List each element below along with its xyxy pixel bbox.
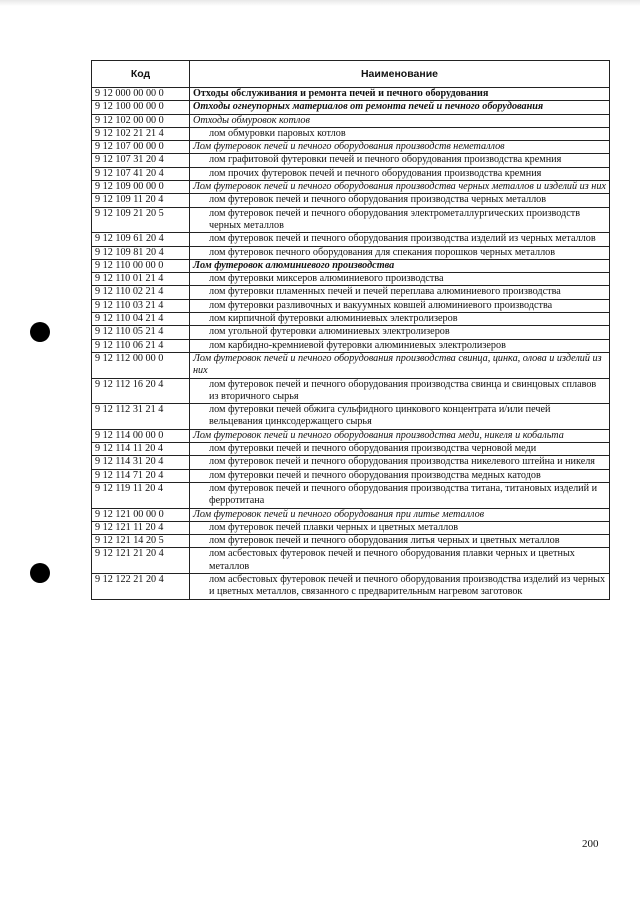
table-row: [92, 299, 610, 312]
row-name: [190, 273, 610, 286]
row-name-text: лом асбестовых футеровок печей и печного оборудования плавки черных и цветных металлов: [209, 548, 575, 572]
row-name: [190, 207, 610, 233]
row-code: 9 12 121 00 00 0: [92, 508, 190, 521]
row-name-text: лом прочих футеровок печей и печного оборудования производства кремния: [209, 167, 542, 179]
row-code: 9 12 121 14 20 5: [92, 535, 190, 548]
table-row: [92, 339, 610, 352]
row-code: 9 12 102 00 00 0: [92, 114, 190, 127]
row-name: [190, 313, 610, 326]
table-row: [92, 313, 610, 326]
row-name-text: лом асбестовых футеровок печей и печного оборудования производства изделий из черных и цветных металлов, связанного с предварительным нагревом заготовок: [209, 573, 606, 598]
table-row: [92, 194, 610, 207]
row-name-text: лом футеровки печей и печного оборудования производства черновой меди: [209, 443, 537, 455]
row-code: 9 12 109 21 20 5: [92, 207, 190, 233]
row-code: 9 12 112 16 20 4: [92, 378, 190, 404]
row-name-text: лом обмуровки паровых котлов: [209, 127, 346, 139]
punch-hole: [30, 322, 50, 342]
row-name: Лом футеровок печей и печного оборудования при литье металлов: [190, 508, 610, 521]
table-row: [92, 181, 610, 194]
row-code: 9 12 100 00 00 0: [92, 101, 190, 114]
row-name: [190, 299, 610, 312]
row-code: 9 12 110 06 21 4: [92, 339, 190, 352]
row-name-text: лом угольной футеровки алюминиевых электролизеров: [209, 326, 450, 338]
row-code: 9 12 102 21 21 4: [92, 127, 190, 140]
row-code: 9 12 114 71 20 4: [92, 469, 190, 482]
row-name: [190, 573, 610, 599]
row-name-text: лом футеровок печей и печного оборудования литья черных и цветных металлов: [209, 535, 560, 547]
row-name: [190, 194, 610, 207]
row-code: 9 12 122 21 20 4: [92, 573, 190, 599]
row-name: Отходы обмуровок котлов: [190, 114, 610, 127]
table-row: [92, 141, 610, 154]
waste-classification-table: [91, 60, 610, 600]
row-code: 9 12 000 00 00 0: [92, 88, 190, 101]
row-name: Отходы обслуживания и ремонта печей и печного оборудования: [190, 88, 610, 101]
row-name-text: лом графитовой футеровки печей и печного оборудования производства кремния: [209, 154, 562, 166]
row-name: Лом футеровок печей и печного оборудования производства свинца, цинка, олова и изделий из них: [190, 352, 610, 378]
table-row: [92, 352, 610, 378]
row-name: [190, 443, 610, 456]
row-code: 9 12 121 21 20 4: [92, 548, 190, 574]
row-code: 9 12 107 41 20 4: [92, 167, 190, 180]
row-name: Лом футеровок печей и печного оборудования производств неметаллов: [190, 141, 610, 154]
page-number: 200: [582, 838, 599, 850]
name-column-header: Наименование: [190, 61, 610, 88]
row-name: Лом футеровок алюминиевого производства: [190, 259, 610, 272]
table-row: [92, 508, 610, 521]
table-row: [92, 154, 610, 167]
row-name: [190, 404, 610, 430]
table-row: [92, 456, 610, 469]
row-name: Лом футеровок печей и печного оборудования производства меди, никеля и кобальта: [190, 429, 610, 442]
row-code: 9 12 112 00 00 0: [92, 352, 190, 378]
row-name-text: лом футеровок печного оборудования для спекания порошков черных металлов: [209, 246, 556, 258]
row-code: 9 12 110 04 21 4: [92, 313, 190, 326]
row-name-text: лом футеровки печей обжига сульфидного цинкового концентрата и/или печей вельцевания цинксодержащего сырья: [209, 404, 551, 428]
row-name-text: лом футеровок печей плавки черных и цветных металлов: [209, 521, 459, 533]
row-name-text: лом футеровок печей и печного оборудования производства никелевого штейна и никеля: [209, 456, 595, 468]
row-code: 9 12 112 31 21 4: [92, 404, 190, 430]
row-name: [190, 127, 610, 140]
row-name: [190, 167, 610, 180]
scan-edge: [0, 0, 640, 6]
row-name: Лом футеровок печей и печного оборудования производства черных металлов и изделий из них: [190, 181, 610, 194]
row-name: [190, 286, 610, 299]
row-code: 9 12 110 01 21 4: [92, 273, 190, 286]
table-row: [92, 443, 610, 456]
table-row: [92, 573, 610, 599]
table-row: [92, 167, 610, 180]
row-code: 9 12 110 05 21 4: [92, 326, 190, 339]
row-name: [190, 154, 610, 167]
code-column-header: Код: [92, 61, 190, 88]
row-name: [190, 521, 610, 534]
table-row: [92, 207, 610, 233]
table-row: [92, 114, 610, 127]
table-row: [92, 259, 610, 272]
table-row: [92, 233, 610, 246]
row-name: Отходы огнеупорных материалов от ремонта печей и печного оборудования: [190, 101, 610, 114]
row-code: 9 12 114 11 20 4: [92, 443, 190, 456]
punch-hole: [30, 563, 50, 583]
table-body: [92, 88, 610, 600]
table-row: [92, 404, 610, 430]
row-name-text: лом футеровок печей и печного оборудования электрометаллургических производств черных металлов: [209, 207, 581, 231]
row-code: 9 12 109 81 20 4: [92, 246, 190, 259]
row-name-text: лом футеровки печей и печного оборудования производства медных катодов: [209, 469, 541, 481]
table-header-row: [92, 61, 610, 88]
row-name-text: лом футеровок печей и печного оборудования производства свинца и свинцовых сплавов из вторичного сырья: [209, 378, 597, 402]
row-name: [190, 535, 610, 548]
row-name-text: лом футеровок печей и печного оборудования производства изделий из черных металлов: [209, 233, 596, 245]
row-name: [190, 482, 610, 508]
table-row: [92, 101, 610, 114]
row-code: 9 12 110 02 21 4: [92, 286, 190, 299]
row-code: 9 12 114 00 00 0: [92, 429, 190, 442]
row-name: [190, 246, 610, 259]
row-name-text: лом футеровки пламенных печей и печей переплава алюминиевого производства: [209, 286, 561, 298]
row-name: [190, 469, 610, 482]
row-name-text: лом кирпичной футеровки алюминиевых электролизеров: [209, 313, 458, 325]
row-code: 9 12 119 11 20 4: [92, 482, 190, 508]
row-name-text: лом футеровки разливочных и вакуумных ковшей алюминиевого производства: [209, 299, 553, 311]
row-code: 9 12 114 31 20 4: [92, 456, 190, 469]
row-name-text: лом футеровок печей и печного оборудования производства черных металлов: [209, 194, 547, 206]
table-row: [92, 535, 610, 548]
row-name: [190, 456, 610, 469]
table-row: [92, 286, 610, 299]
table-row: [92, 127, 610, 140]
table-row: [92, 246, 610, 259]
row-name: [190, 548, 610, 574]
table-row: [92, 429, 610, 442]
table-row: [92, 469, 610, 482]
row-name-text: лом футеровок печей и печного оборудования производства титана, титановых изделий и ферротитана: [209, 482, 598, 507]
row-name-text: лом футеровки миксеров алюминиевого производства: [209, 273, 444, 285]
table-row: [92, 548, 610, 574]
row-code: 9 12 109 61 20 4: [92, 233, 190, 246]
table-row: [92, 88, 610, 101]
row-name-text: лом карбидно-кремниевой футеровки алюминиевых электролизеров: [209, 339, 506, 351]
table-row: [92, 378, 610, 404]
row-code: 9 12 121 11 20 4: [92, 521, 190, 534]
table-row: [92, 326, 610, 339]
row-code: 9 12 109 11 20 4: [92, 194, 190, 207]
row-name: [190, 339, 610, 352]
row-code: 9 12 107 31 20 4: [92, 154, 190, 167]
table-row: [92, 482, 610, 508]
row-code: 9 12 110 03 21 4: [92, 299, 190, 312]
row-name: [190, 326, 610, 339]
table-row: [92, 521, 610, 534]
row-code: 9 12 110 00 00 0: [92, 259, 190, 272]
row-name: [190, 378, 610, 404]
row-code: 9 12 107 00 00 0: [92, 141, 190, 154]
table-row: [92, 273, 610, 286]
row-name: [190, 233, 610, 246]
row-code: 9 12 109 00 00 0: [92, 181, 190, 194]
